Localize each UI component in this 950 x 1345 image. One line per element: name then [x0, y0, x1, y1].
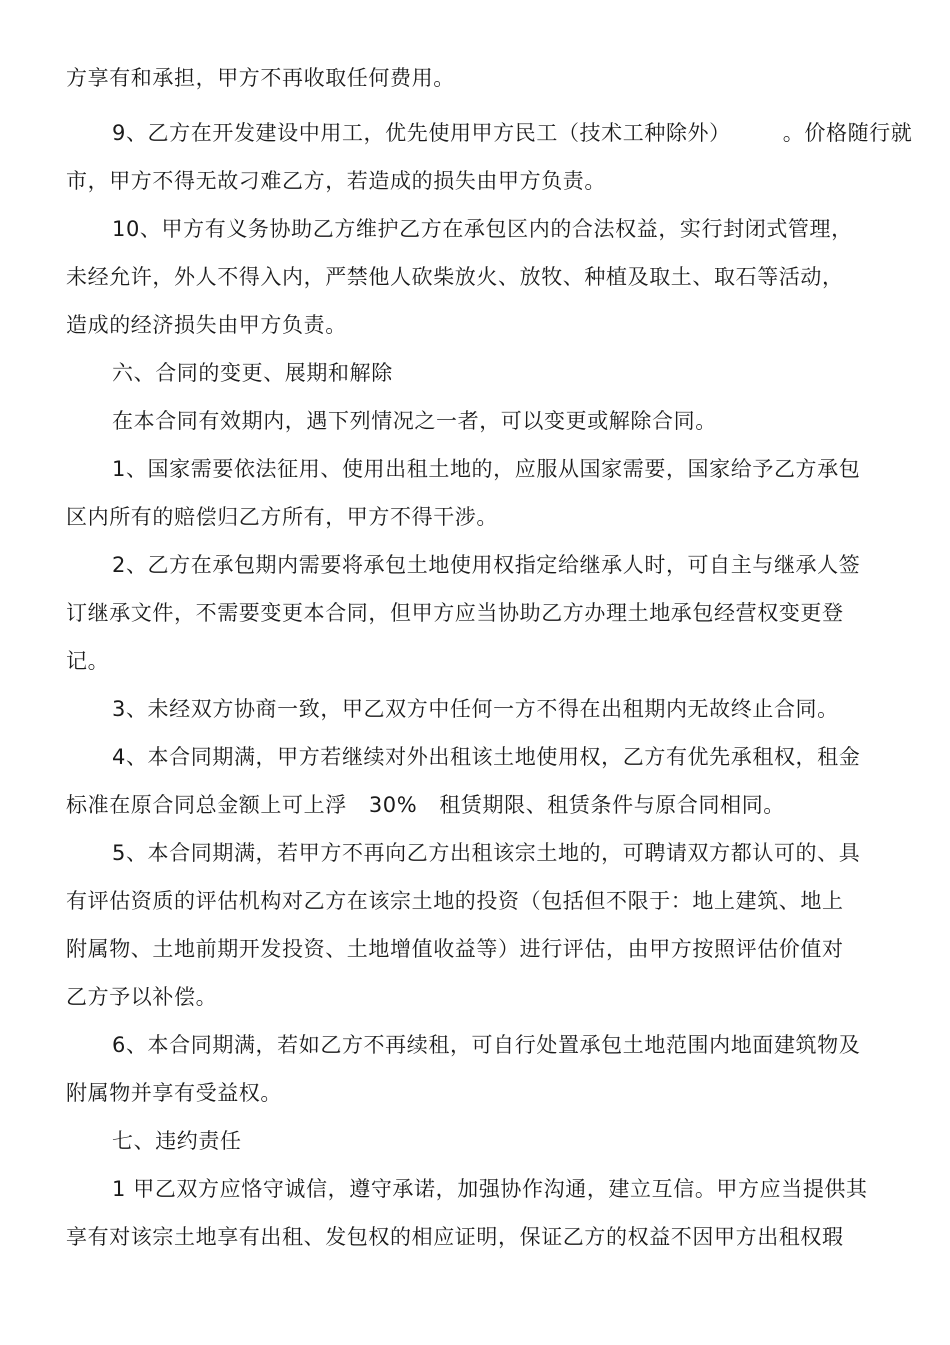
- text-line: 有评估资质的评估机构对乙方在该宗土地的投资（包括但不限于：地上建筑、地上: [66, 889, 844, 913]
- section-heading: 六、合同的变更、展期和解除: [112, 361, 393, 385]
- text-segment: 标准在原合同总金额上可上浮: [66, 793, 347, 817]
- text-line: 记。: [66, 649, 110, 673]
- text-line: 3、未经双方协商一致，甲乙双方中任何一方不得在出租期内无故终止合同。: [112, 697, 839, 721]
- text-line: 10、甲方有义务协助乙方维护乙方在承包区内的合法权益，实行封闭式管理，: [112, 217, 853, 241]
- text-line: 2、乙方在承包期内需要将承包土地使用权指定给继承人时，可自主与继承人签: [112, 553, 861, 577]
- text-line: 4、本合同期满，甲方若继续对外出租该土地使用权，乙方有优先承租权，租金: [112, 745, 861, 769]
- text-line: 1 甲乙双方应恪守诚信，遵守承诺，加强协作沟通，建立互信。甲方应当提供其: [112, 1177, 868, 1201]
- text-segment: 30%: [368, 793, 418, 817]
- text-line: 附属物、土地前期开发投资、土地增值收益等）进行评估，由甲方按照评估价值对: [66, 937, 844, 961]
- text-line: 订继承文件，不需要变更本合同，但甲方应当协助乙方办理土地承包经营权变更登: [66, 601, 844, 625]
- text-line: 5、本合同期满，若甲方不再向乙方出租该宗土地的，可聘请双方都认可的、具: [112, 841, 861, 865]
- text-segment: 9、乙方在开发建设中用工，优先使用甲方民工（技术工种除外）: [112, 121, 731, 145]
- section-heading: 七、违约责任: [112, 1129, 242, 1153]
- text-line: 乙方予以补偿。: [66, 985, 218, 1009]
- text-line: 6、本合同期满，若如乙方不再续租，可自行处置承包土地范围内地面建筑物及: [112, 1033, 861, 1057]
- text-segment: 。价格随行就: [782, 121, 913, 145]
- text-segment: 租赁期限、租赁条件与原合同相同。: [439, 793, 785, 817]
- text-line: 方享有和承担，甲方不再收取任何费用。: [66, 66, 455, 90]
- text-line: 市，甲方不得无故刁难乙方，若造成的损失由甲方负责。: [66, 169, 606, 193]
- text-line: 附属物并享有受益权。: [66, 1081, 282, 1105]
- text-line: 未经允许，外人不得入内，严禁他人砍柴放火、放牧、种植及取土、取石等活动，: [66, 265, 844, 289]
- text-line: 1、国家需要依法征用、使用出租土地的，应服从国家需要，国家给予乙方承包: [112, 457, 861, 481]
- text-line: [66, 790, 785, 820]
- text-line: 享有对该宗土地享有出租、发包权的相应证明，保证乙方的权益不因甲方出租权瑕: [66, 1225, 844, 1249]
- text-line: 在本合同有效期内，遇下列情况之一者，可以变更或解除合同。: [112, 409, 717, 433]
- text-line: 区内所有的赔偿归乙方所有，甲方不得干涉。: [66, 505, 498, 529]
- text-line: 造成的经济损失由甲方负责。: [66, 313, 347, 337]
- text-line: [112, 118, 912, 148]
